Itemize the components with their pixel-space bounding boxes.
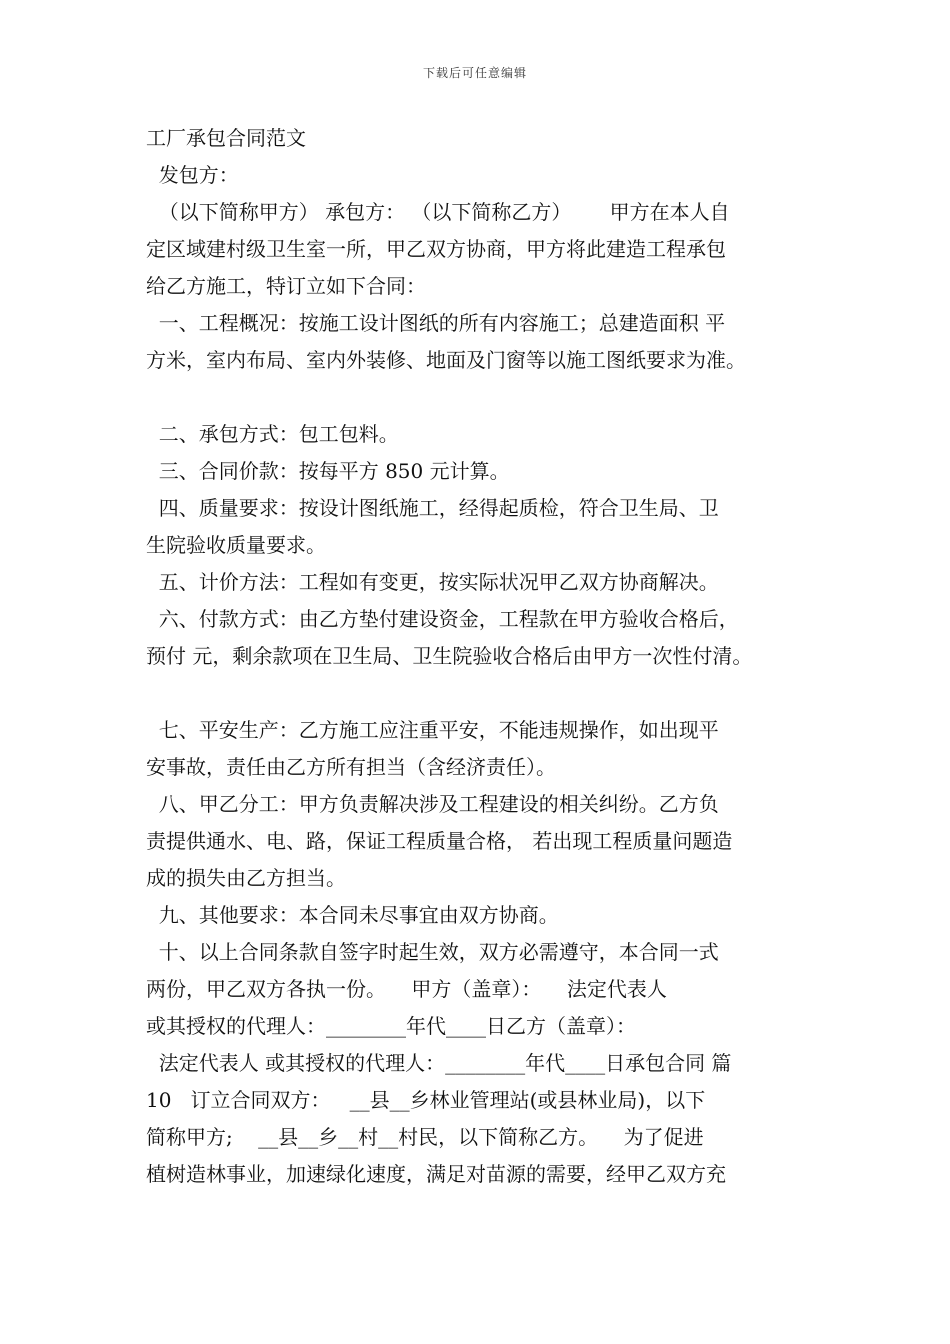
- text-line: 责提供通水、电、路，保证工程质量合格， 若出现工程质量问题造: [146, 829, 733, 853]
- text-line: 五、计价方法：工程如有变更，按实际状况甲乙双方协商解决。: [146, 570, 719, 594]
- blank-line: [146, 675, 816, 712]
- text-line: 方米，室内布局、室内外装修、地面及门窗等以施工图纸要求为准。: [146, 348, 746, 372]
- text-line: 七、平安生产：乙方施工应注重平安，不能违规操作，如出现平: [146, 718, 719, 742]
- text-line: 法定代表人 或其授权的代理人：________年代____日承包合同 篇: [146, 1051, 732, 1075]
- text-line: 安事故，责任由乙方所有担当（含经济责任）。: [146, 755, 556, 779]
- text-line: 生院验收质量要求。: [146, 533, 326, 557]
- text-line: 四、质量要求：按设计图纸施工，经得起质检，符合卫生局、卫: [146, 496, 719, 520]
- text-line: 简称甲方; __县__乡__村__村民，以下简称乙方。 为了促进: [146, 1125, 704, 1149]
- text-line: 或其授权的代理人：________年代____日乙方（盖章）：: [146, 1014, 636, 1038]
- text-line: 植树造林事业，加速绿化速度，满足对苗源的需要，经甲乙双方充: [146, 1162, 726, 1186]
- text-line: 八、甲乙分工：甲方负责解决涉及工程建设的相关纠纷。乙方负: [146, 792, 719, 816]
- text-line: 10 订立合同双方： __县__乡林业管理站(或县林业局)，以下: [146, 1088, 706, 1112]
- page-header: 下载后可任意编辑: [422, 66, 527, 80]
- document-body: [146, 120, 816, 1193]
- text-line: 二、承包方式：包工包料。: [146, 422, 399, 446]
- text-line: 一、工程概况：按施工设计图纸的所有内容施工；总建造面积 平: [146, 311, 726, 335]
- text-line: 九、其他要求：本合同未尽事宜由双方协商。: [146, 903, 559, 927]
- text-line: （以下简称甲方） 承包方： （以下简称乙方） 甲方在本人自: [146, 200, 730, 224]
- text-line: 预付 元，剩余款项在卫生局、卫生院验收合格后由甲方一次性付清。: [146, 644, 753, 668]
- text-line: 六、付款方式：由乙方垫付建设资金，工程款在甲方验收合格后，: [146, 607, 739, 631]
- document-title: 工厂承包合同范文: [146, 126, 306, 150]
- text-line: 十、以上合同条款自签字时起生效，双方必需遵守，本合同一式: [146, 940, 719, 964]
- text-line: 定区域建村级卫生室一所，甲乙双方协商，甲方将此建造工程承包: [146, 237, 726, 261]
- text-line: 成的损失由乙方担当。: [146, 866, 346, 890]
- text-line: 两份，甲乙双方各执一份。 甲方（盖章）： 法定代表人: [146, 977, 667, 1001]
- text-line: 发包方：: [146, 163, 239, 187]
- text-line: 三、合同价款：按每平方 850 元计算。: [146, 459, 510, 483]
- blank-line: [146, 379, 816, 416]
- text-line: 给乙方施工，特订立如下合同：: [146, 274, 426, 298]
